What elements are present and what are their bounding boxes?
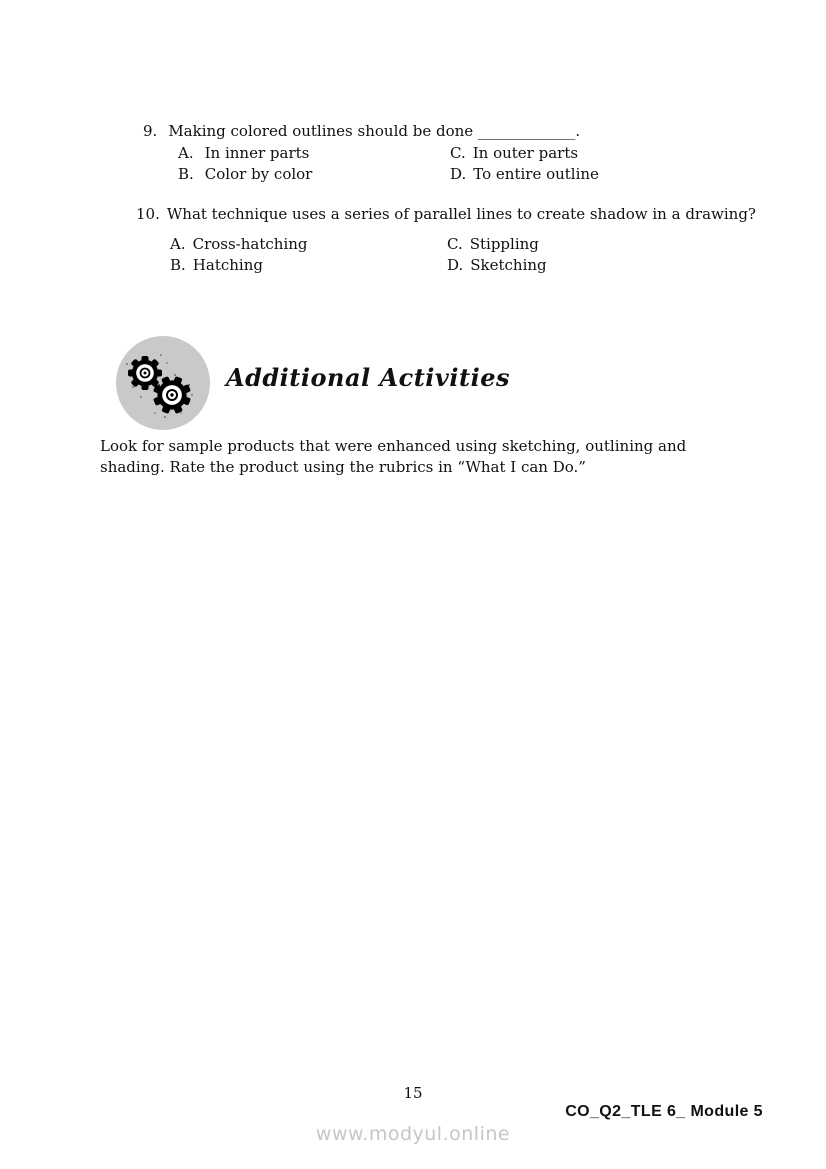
page-number: 15 [403, 1084, 423, 1102]
question-10-text: What technique uses a series of parallel lines to create shadow in a drawing? [166, 205, 756, 223]
question-9-text: Making colored outlines should be done _____________. [168, 122, 581, 140]
module-footer-label: CO_Q2_TLE 6_ Module 5 [565, 1103, 763, 1120]
watermark: www.modyul.online [315, 1123, 511, 1145]
section-body: Look for sample products that were enhanced using sketching, outlining and shading. Rate the product using the rubrics in “What I can Do.” [100, 437, 687, 476]
option-letter: A. [178, 144, 194, 162]
question-10-option-b [170, 255, 263, 275]
question-10 [136, 204, 756, 224]
question-9 [143, 121, 580, 141]
option-letter: B. [170, 256, 186, 274]
question-9-option-b [178, 164, 312, 184]
question-10-option-d [447, 255, 547, 275]
section-title: Additional Activities [226, 363, 510, 392]
option-text: Sketching [470, 256, 547, 274]
option-text: Hatching [192, 256, 263, 274]
question-10-option-c [447, 234, 539, 254]
option-letter: C. [450, 144, 466, 162]
option-letter: D. [450, 165, 467, 183]
option-letter: B. [178, 165, 194, 183]
question-9-option-a [178, 143, 309, 163]
option-text: To entire outline [473, 165, 599, 183]
option-text: In inner parts [204, 144, 310, 162]
option-letter: A. [170, 235, 186, 253]
question-10-number: 10. [136, 205, 160, 223]
question-9-option-c [450, 143, 578, 163]
option-text: Cross-hatching [192, 235, 308, 253]
question-9-option-d [450, 164, 599, 184]
question-10-option-a [170, 234, 308, 254]
option-letter: D. [447, 256, 464, 274]
option-text: Color by color [204, 165, 313, 183]
option-text: Stippling [469, 235, 539, 253]
question-9-number: 9. [143, 122, 158, 140]
option-text: In outer parts [472, 144, 579, 162]
gears-icon [115, 335, 211, 431]
option-letter: C. [447, 235, 463, 253]
